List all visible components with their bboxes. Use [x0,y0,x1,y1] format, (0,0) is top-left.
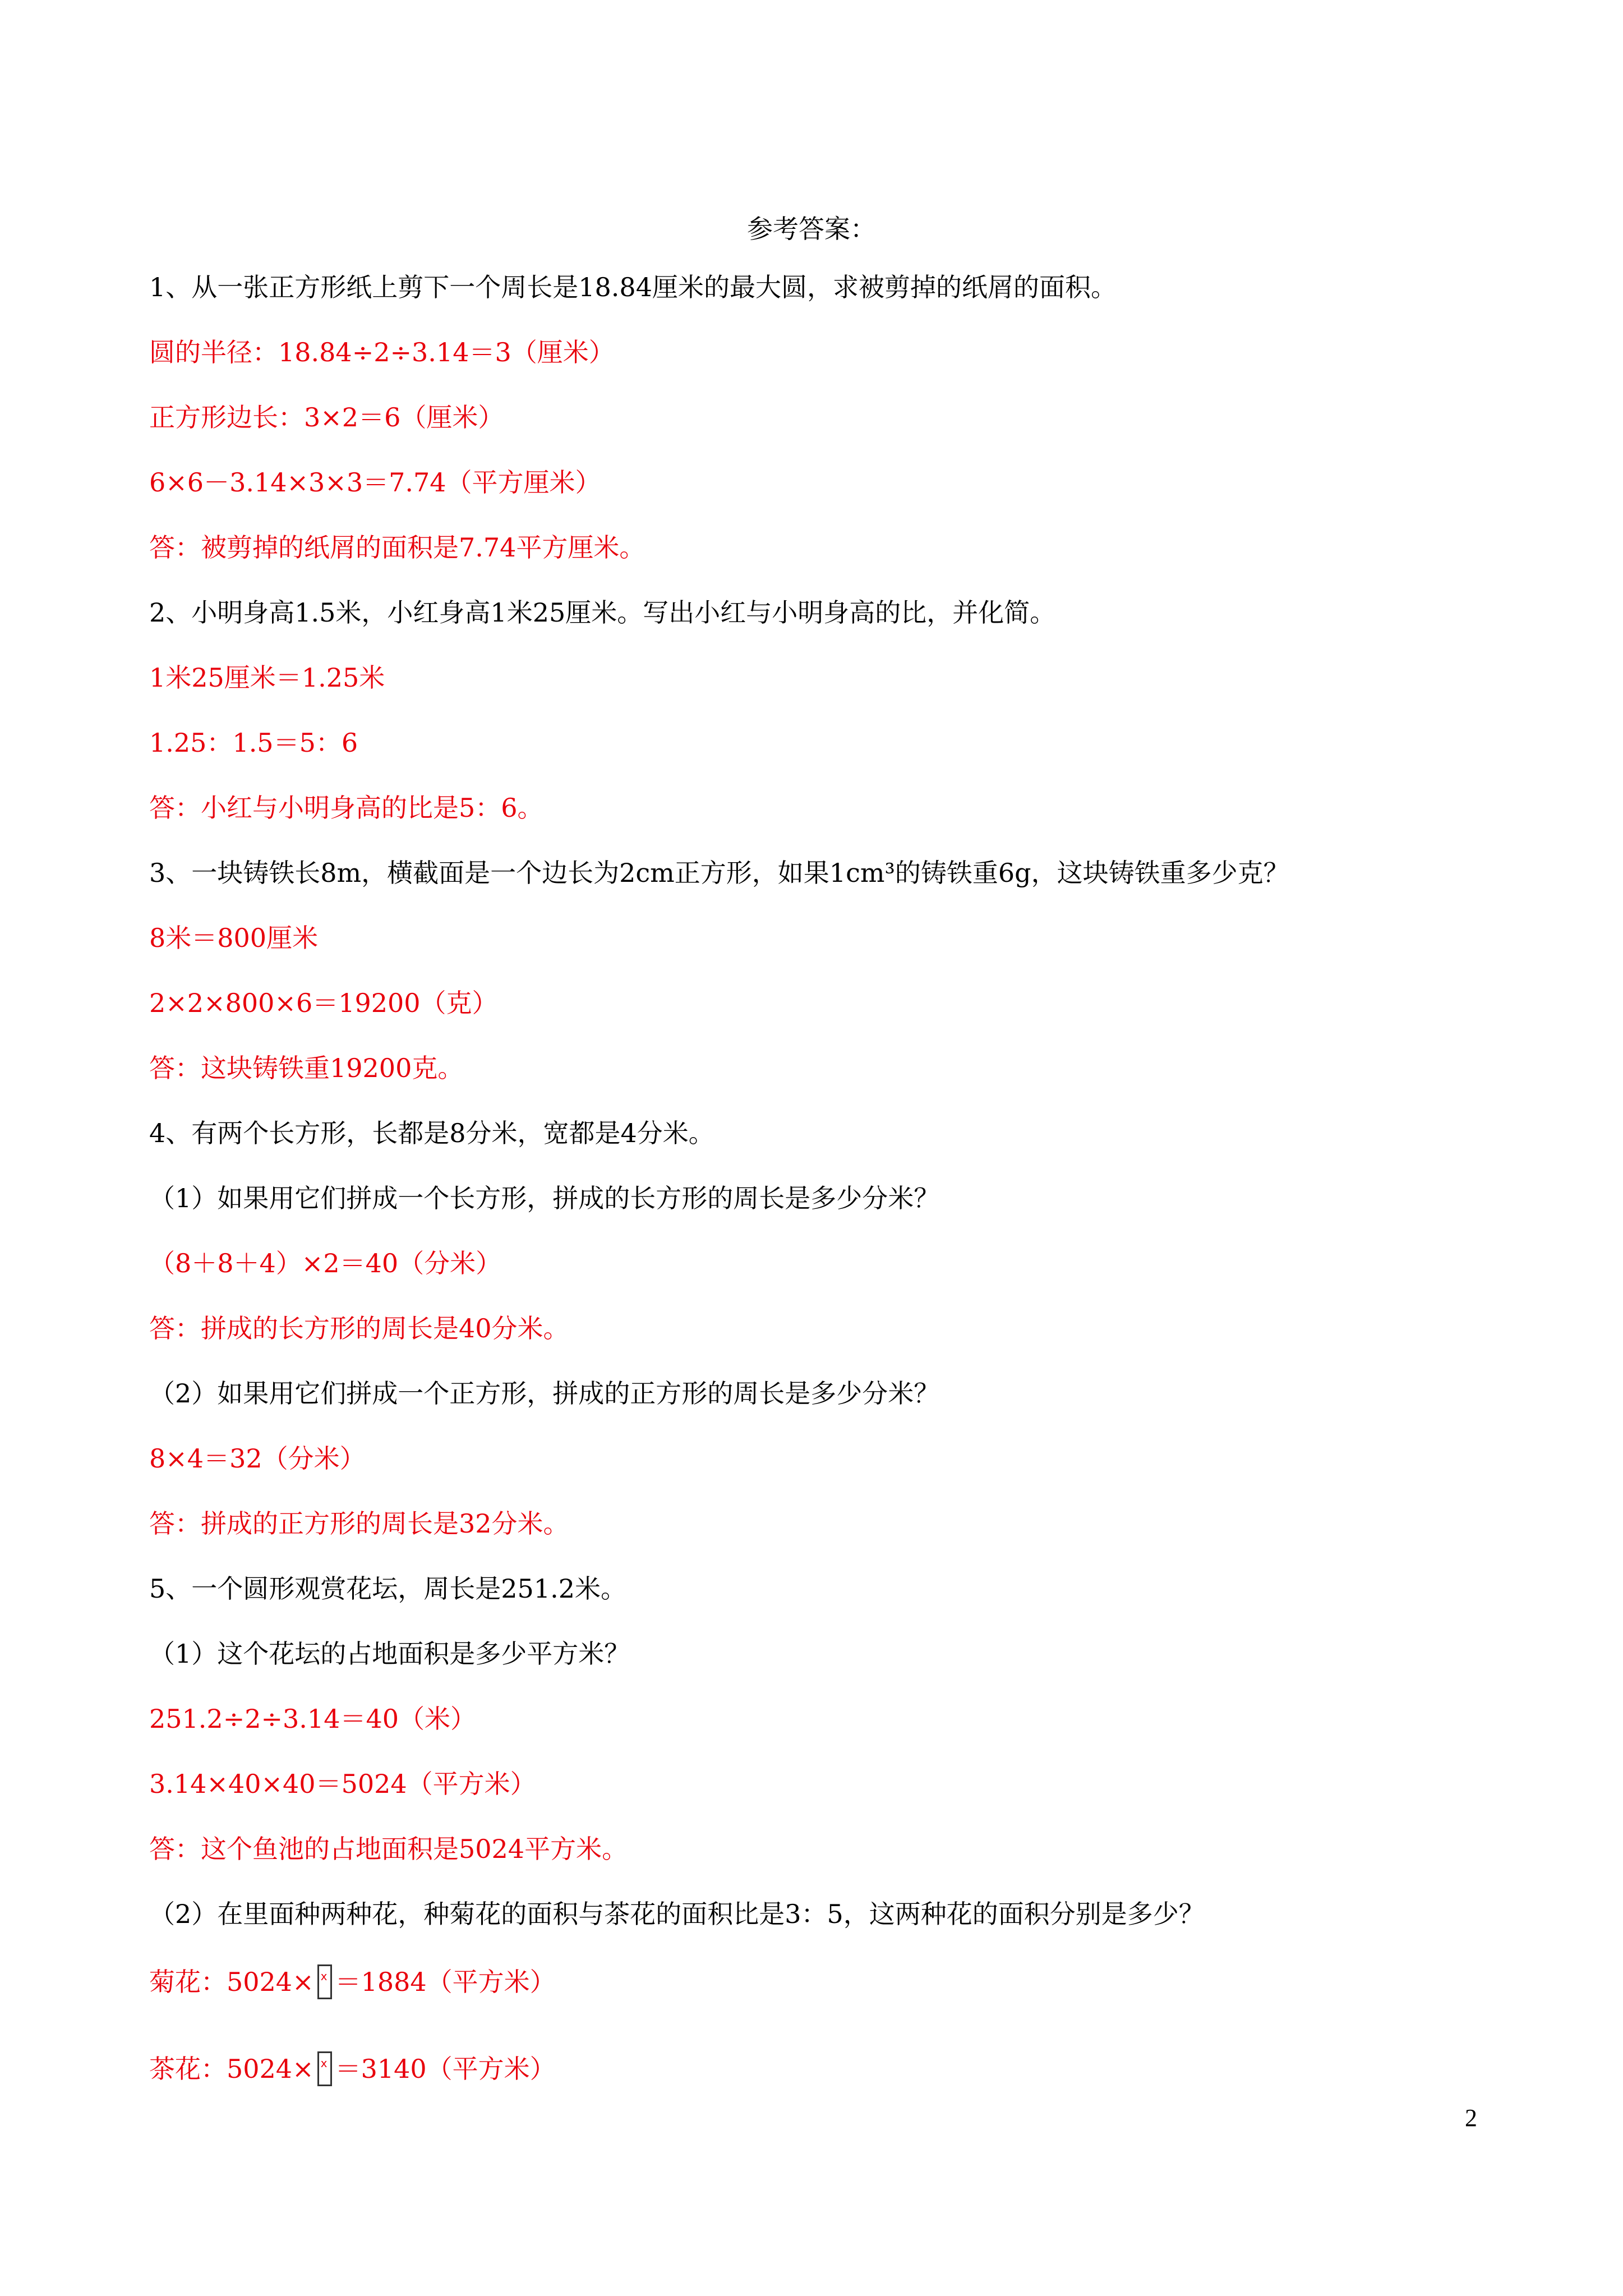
answer-line: 1.25：1.5＝5：6 [149,728,358,758]
broken-fraction-image [317,1964,332,1999]
fraction-answer-before: 菊花：5024× [149,1967,314,1997]
question-4: 4、有两个长方形，长都是8分米，宽都是4分米。 [149,1118,714,1148]
question-2: 2、小明身高1.5米，小红身高1米25厘米。写出小红与小明身高的比，并化简。 [149,597,1056,628]
fraction-answer-before: 茶花：5024× [149,2054,314,2084]
broken-fraction-image [317,2051,332,2086]
question-5-part-1: （1）这个花坛的占地面积是多少平方米？ [149,1639,630,1669]
question-3: 3、一块铸铁长8m，横截面是一个边长为2cm正方形，如果1cm³的铸铁重6g，这块铸铁重多少克？ [149,858,1289,888]
answer-line: 答：拼成的正方形的周长是32分米。 [149,1508,569,1539]
answer-line: 答：拼成的长方形的周长是40分米。 [149,1313,569,1343]
fraction-answer-line [149,1965,556,2001]
question-4-part-1: （1）如果用它们拼成一个长方形，拼成的长方形的周长是多少分米？ [149,1183,940,1213]
answer-line: 答：这块铸铁重19200克。 [149,1053,464,1083]
answer-line: （8＋8＋4）×2＝40（分米） [149,1248,502,1278]
answer-line: 正方形边长：3×2＝6（厘米） [149,402,504,432]
answer-line: 1米25厘米＝1.25米 [149,662,385,693]
answer-line: 圆的半径：18.84÷2÷3.14＝3（厘米） [149,337,615,367]
question-1: 1、从一张正方形纸上剪下一个周长是18.84厘米的最大圆，求被剪掉的纸屑的面积。 [149,272,1117,302]
fraction-answer-line [149,2052,556,2088]
answer-line: 答：这个鱼池的占地面积是5024平方米。 [149,1834,628,1864]
answer-line: 答：小红与小明身高的比是5：6。 [149,793,543,823]
answer-line: 251.2÷2÷3.14＝40（米） [149,1704,476,1734]
page-number: 2 [1465,2104,1477,2132]
answer-line: 6×6－3.14×3×3＝7.74（平方厘米） [149,467,601,498]
answer-line: 3.14×40×40＝5024（平方米） [149,1769,536,1799]
answer-line: 2×2×800×6＝19200（克） [149,988,498,1018]
fraction-answer-after: ＝3140（平方米） [335,2054,556,2084]
question-5-part-2: （2）在里面种两种花，种菊花的面积与茶花的面积比是3：5，这两种花的面积分别是多少？ [149,1899,1205,1929]
answer-line: 8米＝800厘米 [149,923,319,953]
page-title: 参考答案： [747,214,876,244]
answer-line: 答：被剪掉的纸屑的面积是7.74平方厘米。 [149,532,645,563]
question-5: 5、一个圆形观赏花坛，周长是251.2米。 [149,1573,626,1604]
question-4-part-2: （2）如果用它们拼成一个正方形，拼成的正方形的周长是多少分米？ [149,1378,940,1409]
fraction-answer-after: ＝1884（平方米） [335,1967,556,1997]
answer-line: 8×4＝32（分米） [149,1443,366,1474]
